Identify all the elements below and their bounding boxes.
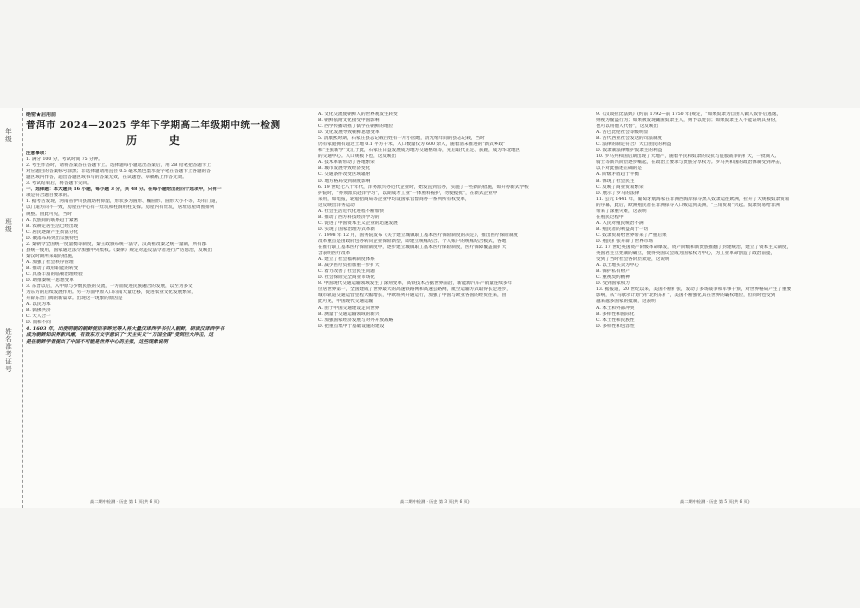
page-footer-5: 高二期中检测 · 历史 第 5 页(共 6 页) (680, 499, 750, 504)
subject-title: 历 史 (126, 134, 194, 148)
option-line: B. 儒佛共济 (26, 308, 51, 314)
option-line: C. 反映了商业贸易繁荣 (596, 184, 644, 190)
text-line: 3. 东晋以后，入中原与少数民族的交流，一方面促进民族融合的发展，以至为多文 (26, 284, 193, 290)
option-line: C. 居民逐渐产生贫富分化 (26, 229, 79, 235)
text-line: 题区域内作答，超出答题区域书写的答案无效，在试题卷、草稿纸上作答无效。 (26, 175, 187, 181)
text-line: 护院时，“亦须派员赴洋学习”，以期成才工业“一体照料振护，勿使搅扰”，在新式企业中 (318, 190, 498, 196)
option-line: A. 技术革新带动了各地繁荣 (318, 160, 375, 166)
option-line: D. 把重点集中于基础设施的建设 (318, 323, 385, 329)
text-line: 1. 据考古发现，河南省伊川县渡坊村仰韶，形状多为圆形、椭圆形、圆形大小不等，均有门道， (26, 199, 221, 205)
binding-label-grade: 年级 (4, 128, 12, 143)
option-line: A. 以民为本 (26, 302, 51, 308)
text-line: 和“主张新学”文汇于此，石家庄日益发展成为地方交通枢纽等，先后取代正定、获鹿，成为华北地区 (318, 148, 521, 154)
text-line: 11. 公元 1441 年，葡萄牙航海家在非洲西海岸掠夺黑人奴隶运往欧洲，拉开了大规模奴隶贸易 (596, 196, 790, 202)
text-line: 9.《汉谟拉比法典》(约前 1792—前 1750 年)规定，“如果奴隶为自由人做人奴仆后逃逸， (596, 112, 782, 117)
option-line: B. 测量于交通运输领域的新兴 (318, 311, 380, 317)
option-line: C. 奴隶贸易给世界带来了严重后果 (596, 232, 667, 238)
option-line: A. 由于中国交通建设走向世界 (318, 305, 380, 311)
option-line: C. 着力改善了社会民生问题 (318, 269, 375, 275)
text-line: 也可以用他人代替”，这反映出 (596, 124, 659, 130)
option-line: D. 殖民扩张开辟了世界市场 (596, 238, 653, 244)
option-line: D. 文化发展导致朝鲜思想变革 (318, 130, 380, 136)
text-line: 位居世界第一，全国建成了世界最大的高速铁路网和高速公路网，航空运输方式取得长足进步， (318, 287, 511, 293)
option-line: C. 西学传播动摇了儒学在朝鲜的地位 (318, 124, 394, 130)
option-line: B. 保护私有财产 (596, 269, 630, 275)
text-line: 2. 考生作答时，请将答案答在答题卡上。选择题每小题选出答案后，用 2B 铅笔把答题卡上 (26, 163, 212, 169)
text-line: 城市轨道交通运营里程大幅增长，中欧班列开通运行，加强了中国与欧亚各国的经贸往来，由 (318, 293, 507, 299)
text-line: 在推行职工基本医疗保险制度中，逐步建立城镇职工基本医疗保险制度，医疗保障覆盖面扩大 (318, 245, 507, 251)
text-line: 以下对此描述正确的是 (596, 166, 642, 172)
text-line: 此可见，中国现代交通运输 (318, 299, 374, 305)
page-footer-1: 高二期中检测 · 历史 第 1 页(共 6 页) (90, 499, 160, 504)
text-line: 含表明医疗改革 (318, 251, 351, 257)
option-line: A. 古巴比伦社会等级明显 (596, 130, 649, 136)
option-line: C. 具备丰富的临朝治理经验 (26, 271, 83, 277)
option-line: A. 阶级矛盾趋于平衡 (596, 172, 639, 178)
option-line: B. 农耕定居生活已经出现 (26, 223, 79, 229)
text-line: 县统一使用，国家通过法令加强中央集权。《秦律》规定对违反法令者进行严厉惩治，反映出 (26, 247, 213, 253)
option-line: A. 社会生活近代化进程不断加快 (318, 208, 384, 214)
column-page-3 (318, 112, 588, 330)
text-line: 则视为偷盗行为；如果被发现藏匿奴隶主人，则予以处罚；如果奴隶主人不能证明其身份， (596, 118, 780, 124)
text-line: 13. 据报道，20 世纪以来，美国不断扩张，发动了多场战争和军事干预，对世界格局产生了重要 (596, 287, 792, 293)
notice-heading: 注意事项： (26, 151, 49, 157)
text-line: 秦汉时期所采取的措施， (26, 253, 77, 259)
option-line: B. 体现了社会民主 (596, 178, 635, 184)
option-line: D. 实现了国家治理方式革新 (318, 226, 375, 232)
text-line: 影响，从“马歇尔计划”到“北约东扩”，美国不断强化其在世界的霸权地位，但同时也受到 (596, 293, 776, 299)
option-line: D. 而和不同 (26, 320, 51, 326)
text-line: 对应题目的答案标号涂黑；非选择题请用直径 0.5 毫米黑色墨水签字笔在答题卡上各题的答 (26, 169, 211, 175)
option-line: D. 多样性和包容性 (596, 323, 635, 329)
text-line: 仍有家庭拥有超过土地 0.1 平方千米。人口数量仅为 600 余人，随着清末推进的“新式乡政” (318, 142, 506, 148)
secret-label: 绝密★启用前 (26, 112, 57, 118)
option-line: A. 以土地买卖为中心 (596, 263, 639, 269)
option-line: B. 推动了西方科技经济学习的 (318, 214, 380, 220)
option-line: A. 加强了社会秩序管理 (26, 259, 74, 265)
exam-title: 普洱市 2024—2025 学年下学期高二年级期中统一检测 (26, 120, 281, 132)
text-line: 以门道方向不一致，房屋在中心有一灶坑和柱洞用柱支撑。房屋内有灶坑，居址房屋周围排列 (26, 205, 215, 211)
text-line: 5. 清康熙时期，石家庄县志记载百姓有一片小园地，清光绪年间的县志记载，当时 (318, 136, 485, 142)
column-page-1 (26, 112, 296, 345)
section-heading: 一、选择题：本大题共 16 小题，每小题 3 分，共 48 分。在每小题给出的四个选项中，只有一 (26, 187, 222, 193)
binding-strip (0, 108, 23, 508)
text-line: 12. 17 世纪英国资产阶级革命爆发，资产阶级和新贵族推翻了封建统治，建立了资本主义制度， (596, 245, 792, 251)
option-line: D. 奴隶制法律维护奴隶主的利益 (596, 148, 663, 154)
text-line: 的序幕，此后，欧洲殖民者在非洲掠夺人口贩运到美洲，“三角贸易”兴起。奴隶贸易给非洲 (596, 202, 780, 208)
option-line: C. 天人合一 (26, 314, 51, 320)
text-line: 越来越多国家的抵制，这表明 (596, 299, 656, 305)
option-line: B. 朝鲜依附文化接受中国影响 (318, 118, 380, 124)
option-line: D. 受到国家权力 (596, 281, 631, 287)
text-line: 采用，如电报，轮船招商局等企业中均设国家官督商办一系列所有权变革， (318, 196, 470, 202)
option-line: A. 氏族间的联系趋于紧密 (26, 217, 79, 223)
column-page-5 (596, 112, 852, 330)
text-line: 是在朝鲜学者提出了中国不可能是世界中心的主张，这些现象说明 (26, 338, 168, 345)
text-line: 7. 1998 年 12 月，国务院发布《关于建立城镇职工基本医疗保险制度的决定》，推出医疗保险制度 (318, 232, 519, 238)
text-line: 4. 1603 年，出使明朝的朝鲜使臣李晔光等人将大量汉译西学书引入朝鲜，研读汉译西学书 (26, 326, 225, 333)
text-line: 的交通中心。人口规模下也，这反映出 (318, 154, 397, 160)
option-line: B. 殖民者的利益高于一切 (596, 226, 649, 232)
option-line: C. 加强国家经济发展与对外开放战略 (318, 317, 394, 323)
text-line: 为东方的后续发展作用。另一方面中原人口向南大量迁移，促进农业文化发展繁荣， (26, 290, 196, 296)
option-line: C. 促进了中国资本主义企业的迅速发展 (318, 220, 398, 226)
binding-label-class: 班级 (4, 218, 12, 233)
option-line: D. 展示了罗马的法律 (596, 190, 640, 196)
option-line: C. 重视契约精神 (596, 275, 630, 281)
text-line: 3. 考试结束后，将答题卡交回。 (26, 181, 92, 187)
option-line: D. 助推秦统一思想变革 (26, 278, 74, 284)
option-line: B. 古代西亚社会发达的司法制度 (596, 136, 663, 142)
option-line: A. 人民对殖民统治不满 (596, 220, 644, 226)
text-line: 英国君主立宪制的确立，使得英国议会成为国家权力中心，为工业革命创造了政治前提， (596, 251, 776, 257)
option-line: D. 社会保险完全商业市场化 (318, 275, 375, 281)
option-line: A. 建立了社会福利制度体系 (318, 257, 375, 263)
text-line: 骑士等新兴阶层逐步崛起，在政治上要求与贵族分享权力。罗马共和国的政治体制受到冲击， (596, 160, 785, 166)
option-line: C. 法律的制定符合广大自由民的利益 (596, 142, 672, 148)
option-line: A. 本土和外部冲突 (596, 305, 635, 311)
option-line: C. 本土性和民族性 (596, 317, 635, 323)
page-footer-3: 高二期中检测 · 历史 第 3 页(共 6 页) (400, 499, 470, 504)
option-line: D. 地方格局受到制度影响 (318, 178, 371, 184)
text-line: 6. 19 世纪七八十年代，洋务派兴办近代企业时，始发直到官办，实施了一些新的措施，如开办新式学校 (318, 184, 529, 190)
option-line: B. 推动了政府职能的转变 (26, 265, 79, 271)
option-line: B. 减少医疗负担加重一步扩大 (318, 263, 380, 269)
text-line: 8. 中国现代交通运输领域发生了深刻变革，高铁技术占据世界前沿，新能源汽车产销量连续多年 (318, 281, 513, 287)
text-line: 1. 满分 100 分，考试时间 75 分钟。 (26, 157, 103, 163)
text-line: 改革重点是由政府包办转向企业保险新型，即建立统账结合、个人账户的统账结合模式，各地 (318, 238, 507, 244)
option-line: B. 城市发展导致经济变化 (318, 166, 371, 172)
text-line: 项是符合题目要求的。 (26, 193, 72, 199)
binding-label-name: 姓名准考证号 (4, 328, 12, 373)
text-line: 受到了当时社会各阶层欢迎，这说明 (596, 257, 670, 263)
text-line: 这反映出洋务运动 (318, 202, 355, 208)
text-line: 10. 罗马共和国后期出现了大地产，随着平民和奴隶的反抗与征服战争的扩大，一批商人、 (596, 154, 780, 160)
text-line: 带来了深重灾难，这表明 (596, 208, 647, 214)
text-line: 2. 秦朝令全国统一度量衡等制度，秦王政颁布统一法令，汉高祖改秦之统一量制，所有郡 (26, 241, 207, 247)
option-line: C. 交通条件改变区域辐射 (318, 172, 371, 178)
option-line: B. 多样性和国际化 (596, 311, 635, 317)
option-line: A. 文化交流使朝鲜人的世界观发生转变 (318, 112, 398, 117)
option-line: D. 聚落布局突出宗族特色 (26, 235, 79, 241)
text-line: 规整。由此可见，当时 (26, 211, 72, 217)
text-line: 开辟东晋门阀的新篇章。出现这一现象的原因是 (26, 296, 123, 302)
text-line: 在殖民过程中 (596, 214, 624, 220)
text-line: 成为朝鲜知识界新风潮，有效东方文字意识了“天主实义”“万国全图”受到巨大冲击，这 (26, 332, 214, 339)
